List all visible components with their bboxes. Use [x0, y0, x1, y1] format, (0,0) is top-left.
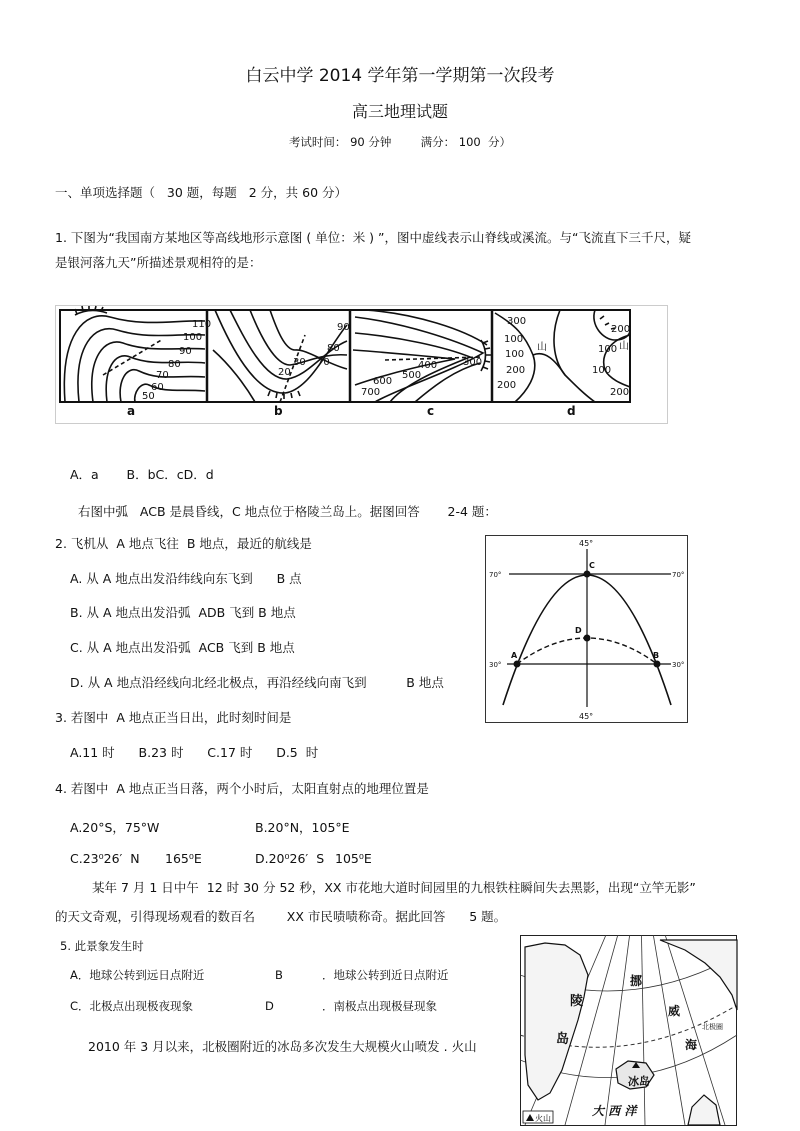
- q4-option-d-lon: 105⁰E: [335, 851, 372, 866]
- q4-option-a: A.20°S，75°W: [70, 820, 160, 835]
- contour-label: 700: [361, 387, 381, 398]
- q1-stem-line2: 是银河落九天”所描述景观相符的是：: [55, 255, 262, 270]
- q1-stem-line1: 1. 下图为“我国南方某地区等高线地形示意图 ( 单位：米 ) ”，图中虚线表示山脊线或溪流。与“飞流直下三千尺，疑: [55, 230, 691, 245]
- contour-label: 200: [497, 380, 517, 391]
- q4-option-c-lat: C.23⁰26′ N: [70, 851, 140, 866]
- contour-label: 90: [337, 322, 350, 333]
- contour-label: 300: [463, 357, 483, 368]
- contour-label: 60: [151, 382, 164, 393]
- contour-label: 山: [537, 342, 547, 353]
- q5-option-b-letter: B: [275, 968, 283, 982]
- q2-option-c: C. 从 A 地点出发沿弧 ACB 飞到 B 地点: [70, 640, 295, 655]
- contour-label: 70: [317, 357, 330, 368]
- map-label-wei: 威: [668, 1004, 681, 1018]
- contour-label: 100: [505, 349, 525, 360]
- q5-option-a: A．地球公转到远日点附近: [70, 968, 205, 982]
- panel-label-d: d: [567, 404, 576, 418]
- contour-label: 70: [156, 370, 169, 381]
- contour-label: 90: [179, 346, 192, 357]
- q5-option-b: ．地球公转到近日点附近: [322, 968, 449, 982]
- map-label-iceland: 冰岛: [628, 1075, 650, 1088]
- panel-label-c: c: [427, 404, 435, 418]
- contour-label: 100: [183, 332, 203, 343]
- section-heading: 一、单项选择题（ 30 题，每题 2 分，共 60 分）: [55, 185, 347, 200]
- lat-70-right: 70°: [672, 571, 685, 579]
- meridian-label-bottom: 45°: [579, 712, 594, 721]
- point-c-label: C: [589, 561, 595, 570]
- exam-info: 考试时间： 90 分钟 满分： 100 分）: [288, 135, 512, 149]
- contour-label: 200: [610, 387, 630, 398]
- contour-map-figure: [55, 305, 670, 425]
- q4-option-c-lon: 165⁰E: [165, 851, 202, 866]
- q5-option-c: C．北极点出现极夜现象: [70, 999, 194, 1013]
- contour-label: 600: [373, 376, 393, 387]
- q4-option-b: B.20°N，105°E: [255, 820, 350, 835]
- contour-label: 500: [402, 370, 422, 381]
- q5-passage-line1: 某年 7 月 1 日中午 12 时 30 分 52 秒，XX 市花地大道时间园里的九根铁柱瞬间失去黑影，出现“立竿无影”: [92, 880, 696, 895]
- contour-label: 110: [192, 319, 212, 330]
- map-label-dao: 岛: [556, 1032, 570, 1047]
- exam-title: 白云中学 2014 学年第一学期第一次段考: [245, 66, 555, 86]
- map-legend-volcano: 火山: [535, 1114, 551, 1123]
- contour-label: 80: [327, 343, 340, 354]
- q2-option-d: D. 从 A 地点沿经线向北经北极点，再沿经线向南飞到 B 地点: [70, 675, 444, 690]
- contour-label: 200: [506, 365, 526, 376]
- contour-label: 30: [293, 357, 306, 368]
- q2-option-a: A. 从 A 地点出发沿纬线向东飞到 B 点: [70, 571, 302, 586]
- lat-30-right: 30°: [672, 661, 685, 669]
- volcano-passage: 2010 年 3 月以来，北极圈附近的冰岛多次发生大规模火山喷发 . 火山: [88, 1039, 477, 1054]
- q4-option-d-lat: D.20⁰26′ S: [255, 851, 325, 866]
- terminator-diagram: [485, 535, 689, 724]
- lat-70-left: 70°: [489, 571, 502, 579]
- q5-option-d-letter: D: [265, 999, 274, 1013]
- contour-label: 100: [504, 334, 524, 345]
- contour-label: 300: [507, 316, 527, 327]
- map-label-atlantic: 大 西 洋: [592, 1104, 637, 1118]
- map-label-arctic-circle: 北极圈: [702, 1023, 723, 1031]
- q5-passage-line2: 的天文奇观，引得现场观看的数百名 XX 市民啧啧称奇。据此回答 5 题。: [55, 909, 507, 924]
- contour-label: 50: [142, 391, 155, 402]
- meridian-label-top: 45°: [579, 539, 594, 548]
- lat-30-left: 30°: [489, 661, 502, 669]
- map-label-ling: 陵: [570, 994, 584, 1009]
- contour-label: 80: [168, 359, 181, 370]
- q3-options: A.11 时 B.23 时 C.17 时 D.5 时: [70, 745, 319, 760]
- panel-label-b: b: [274, 404, 283, 418]
- exam-subtitle: 高三地理试题: [351, 102, 448, 121]
- panel-label-a: a: [127, 404, 136, 418]
- map-label-nuo: 挪: [630, 974, 643, 988]
- point-d-label: D: [575, 626, 582, 635]
- q2-option-b: B. 从 A 地点出发沿弧 ADB 飞到 B 地点: [70, 605, 296, 620]
- q4-stem: 4. 若图中 A 地点正当日落，两个小时后，太阳直射点的地理位置是: [55, 781, 429, 796]
- map-label-hai: 海: [685, 1038, 698, 1052]
- contour-label: 100: [598, 344, 618, 355]
- contour-label: 20: [278, 367, 291, 378]
- q1-options: A．a B．bC．cD．d: [70, 467, 214, 482]
- north-atlantic-map: [520, 935, 738, 1127]
- contour-label: 200: [611, 324, 631, 335]
- q3-stem: 3. 若图中 A 地点正当日出，此时刻时间是: [55, 710, 292, 725]
- contour-label: 100: [592, 365, 612, 376]
- q5-stem: 5. 此景象发生时: [60, 939, 144, 953]
- intro-2-4: 右图中弧 ACB 是晨昏线，C 地点位于格陵兰岛上。据图回答 2-4 题：: [78, 504, 497, 519]
- q5-option-d: ．南极点出现极昼现象: [322, 999, 437, 1013]
- point-a-label: A: [511, 651, 518, 660]
- q2-stem: 2. 飞机从 A 地点飞往 B 地点，最近的航线是: [55, 536, 312, 551]
- contour-label: 400: [418, 360, 438, 371]
- contour-label: 山: [619, 341, 629, 352]
- point-b-label: B: [653, 651, 660, 660]
